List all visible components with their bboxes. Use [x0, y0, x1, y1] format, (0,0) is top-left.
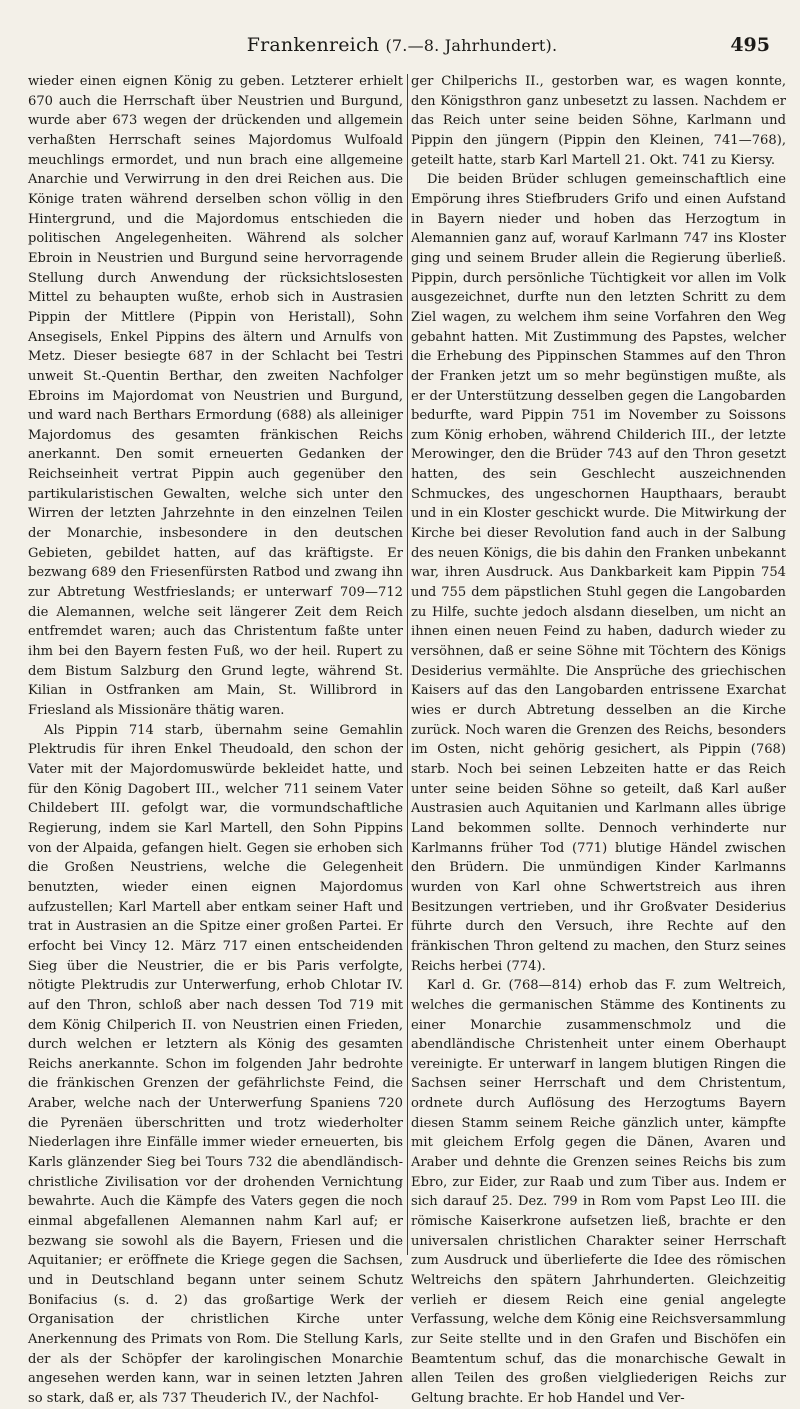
paragraph: ger Chilperichs II., gestorben war, es wagen konnte, den Königsthron ganz unbesetzt zu lassen. Nachdem er das Reich unter seine beiden Söhne, Karlmann und Pippin den jüngern (Pippin den Kleinen, 741—768), geteilt hatte, starb Karl Martell 21. Okt. 741 zu Kiersy.: [411, 74, 786, 168]
paragraph: Karl d. Gr. (768—814) erhob das F. zum Weltreich, welches die germanischen Stämme des Kontinents zu einer Monarchie zusammenschmolz und die abendländische Christenheit unter einem Oberhaupt vereinigte. Er unterwarf in langem blutigen Ringen die Sachsen seiner Herrschaft und dem Christentum, ordnete durch Auflösung des Herzogtums Bayern diesen Stamm seinem Reiche gänzlich unter, kämpfte mit gleichem Erfolg gegen die Dänen, Avaren und Araber und dehnte die Grenzen seines Reichs bis zum Ebro, zur Eider, zur Raab und zum Tiber aus. Indem er sich darauf 25. Dez. 799 in Rom vom Papst Leo III. die römische Kaiserkrone aufsetzen ließ, brachte er den universalen christlichen Charakter seiner Herrschaft zum Ausdruck und überlieferte die Idee des römischen Weltreichs den spätern Jahrhunderten. Gleichzeitig verlieh er diesem Reich eine genial angelegte Verfassung, welche dem König eine Reichsversammlung zur Seite stellte und in den Grafen und Bischöfen ein Beamtentum schuf, das die monarchische Gewalt in allen Teilen des großen vielgliederigen Reichs zur Geltung brachte. Er hob Handel und Ver-: [411, 978, 786, 1406]
left-column: [28, 72, 403, 1406]
text-columns: [28, 72, 786, 1406]
running-head-title: Frankenreich: [246, 34, 380, 56]
page-header: [28, 0, 776, 58]
running-head: [28, 34, 776, 57]
paragraph: wieder einen eignen König zu geben. Letzterer erhielt 670 auch die Herrschaft über Neustrien und Burgund, wurde aber 673 wegen der drückenden und allgemein verhaßten Herrschaft seines Majordomus Wulfoald meuchlings ermordet, und nun brach eine allgemeine Anarchie und Verwirrung in den drei Reichen aus. Die Könige traten während derselben schon völlig in den Hintergrund, und die Majordomus entschieden die politischen Angelegenheiten. Während als solcher Ebroin in Neustrien und Burgund seine hervorragende Stellung durch Anwendung der rücksichtslosesten Mittel zu behaupten wußte, erhob sich in Austrasien Pippin der Mittlere (Pippin von Heristall), Sohn Ansegisels, Enkel Pippins des ältern und Arnulfs von Metz. Dieser besiegte 687 in der Schlacht bei Testri unweit St.-Quentin Berthar, den zweiten Nachfolger Ebroins im Majordomat von Neustrien und Burgund, und ward nach Berthars Ermordung (688) als alleiniger Majordomus des gesamten fränkischen Reichs anerkannt. Den somit erneuerten Gedanken der Reichseinheit vertrat Pippin auch gegenüber den partikularistischen Gewalten, welche sich unter den Wirren der letzten Jahrzehnte in den einzelnen Teilen der Monarchie, insbesondere in den deutschen Gebieten, gebildet hatten, auf das kräftigste. Er bezwang 689 den Friesenfürsten Ratbod und zwang ihn zur Abtretung Westfrieslands; er unterwarf 709—712 die Alemannen, welche seit längerer Zeit dem Reich entfremdet waren; auch das Christentum faßte unter ihm bei den Bayern festen Fuß, wo der heil. Rupert zu dem Bistum Salzburg den Grund legte, während St. Kilian in Ostfranken am Main, St. Willibrord in Friesland als Missionäre thätig waren.: [28, 74, 403, 718]
paragraph: Als Pippin 714 starb, übernahm seine Gemahlin Plektrudis für ihren Enkel Theudoald, den schon der Vater mit der Majordomuswürde bekleidet hatte, und für den König Dagobert III., welcher 711 seinem Vater Childebert III. gefolgt war, die vormundschaftliche Regierung, indem sie Karl Martell, den Sohn Pippins von der Alpaida, gefangen hielt. Gegen sie erhoben sich die Großen Neustriens, welche die Gelegenheit benutzten, wieder einen eignen Majordomus aufzustellen; Karl Martell aber entkam seiner Haft und trat in Austrasien an die Spitze einer großen Partei. Er erfocht bei Vincy 12. März 717 einen entscheidenden Sieg über die Neustrier, die er bis Paris verfolgte, nötigte Plektrudis zur Unterwerfung, erhob Chlotar IV. auf den Thron, schloß aber nach dessen Tod 719 mit dem König Chilperich II. von Neustrien einen Frieden, durch welchen er letztern als König des gesamten Reichs anerkannte. Schon im folgenden Jahr bedrohte die fränkischen Grenzen der gefährlichste Feind, die Araber, welche nach der Unterwerfung Spaniens 720 die Pyrenäen überschritten und trotz wiederholter Niederlagen ihre Einfälle immer wieder erneuerten, bis Karls glänzender Sieg bei Tours 732 die abendländisch-christliche Zivilisation vor der drohenden Vernichtung bewahrte. Auch die Kämpfe des Vaters gegen die noch einmal abgefallenen Alemannen nahm Karl auf; er bezwang sie sowohl als die Bayern, Friesen und die Aquitanier; er eröffnete die Kriege gegen die Sachsen, und in Deutschland begann unter seinem Schutz Bonifacius (s. d. 2) das großartige Werk der Organisation der christlichen Kirche unter Anerkennung des Primats von Rom. Die Stellung Karls, der als der Schöpfer der karolingischen Monarchie angesehen werden kann, war in seinen letzten Jahren so stark, daß er, als 737 Theuderich IV., der Nachfol-: [28, 722, 403, 1406]
running-head-subtitle: (7.—8. Jahrhundert).: [385, 36, 558, 55]
column-divider: [407, 74, 408, 1255]
page-number: 495: [730, 34, 770, 56]
paragraph: Die beiden Brüder schlugen gemeinschaftlich eine Empörung ihres Stiefbruders Grifo und einen Aufstand in Bayern nieder und hoben das Herzogtum in Alemannien ganz auf, worauf Karlmann 747 ins Kloster ging und seinem Bruder allein die Regierung überließ. Pippin, durch persönliche Tüchtigkeit vor allen im Volk ausgezeichnet, durfte nun den letzten Schritt zu dem Ziel wagen, zu welchem ihm seine Vorfahren den Weg gebahnt hatten. Mit Zustimmung des Papstes, welcher die Erhebung des Pippinschen Stammes auf den Thron der Franken jetzt um so mehr begünstigen mußte, als er der Unterstützung desselben gegen die Langobarden bedurfte, ward Pippin 751 im November zu Soissons zum König erhoben, während Childerich III., der letzte Merowinger, den die Brüder 743 auf den Thron gesetzt hatten, des sein Geschlecht auszeichnenden Schmuckes, des ungeschornen Haupthaars, beraubt und in ein Kloster geschickt wurde. Die Mitwirkung der Kirche bei dieser Revolution fand auch in der Salbung des neuen Königs, die bis dahin den Franken unbekannt war, ihren Ausdruck. Aus Dankbarkeit kam Pippin 754 und 755 dem päpstlichen Stuhl gegen die Langobarden zu Hilfe, suchte jedoch alsdann dieselben, um nicht an ihnen einen neuen Feind zu haben, dadurch wieder zu versöhnen, daß er seine Söhne mit Töchtern des Königs Desiderius vermählte. Die Ansprüche des griechischen Kaisers auf das den Langobarden entrissene Exarchat wies er durch Abtretung desselben an die Kirche zurück. Noch waren die Grenzen des Reichs, besonders im Osten, nicht gehörig gesichert, als Pippin (768) starb. Noch bei seinen Lebzeiten hatte er das Reich unter seine beiden Söhne so geteilt, daß Karl außer Austrasien auch Aquitanien und Karlmann alles übrige Land bekommen sollte. Dennoch verhinderte nur Karlmanns früher Tod (771) blutige Händel zwischen den Brüdern. Die unmündigen Kinder Karlmanns wurden von Karl ohne Schwertstreich aus ihren Besitzungen vertrieben, und ihr Großvater Desiderius führte durch den Versuch, ihre Rechte auf den fränkischen Thron geltend zu machen, den Sturz seines Reichs herbei (774).: [411, 172, 786, 974]
right-column: [411, 72, 786, 1406]
